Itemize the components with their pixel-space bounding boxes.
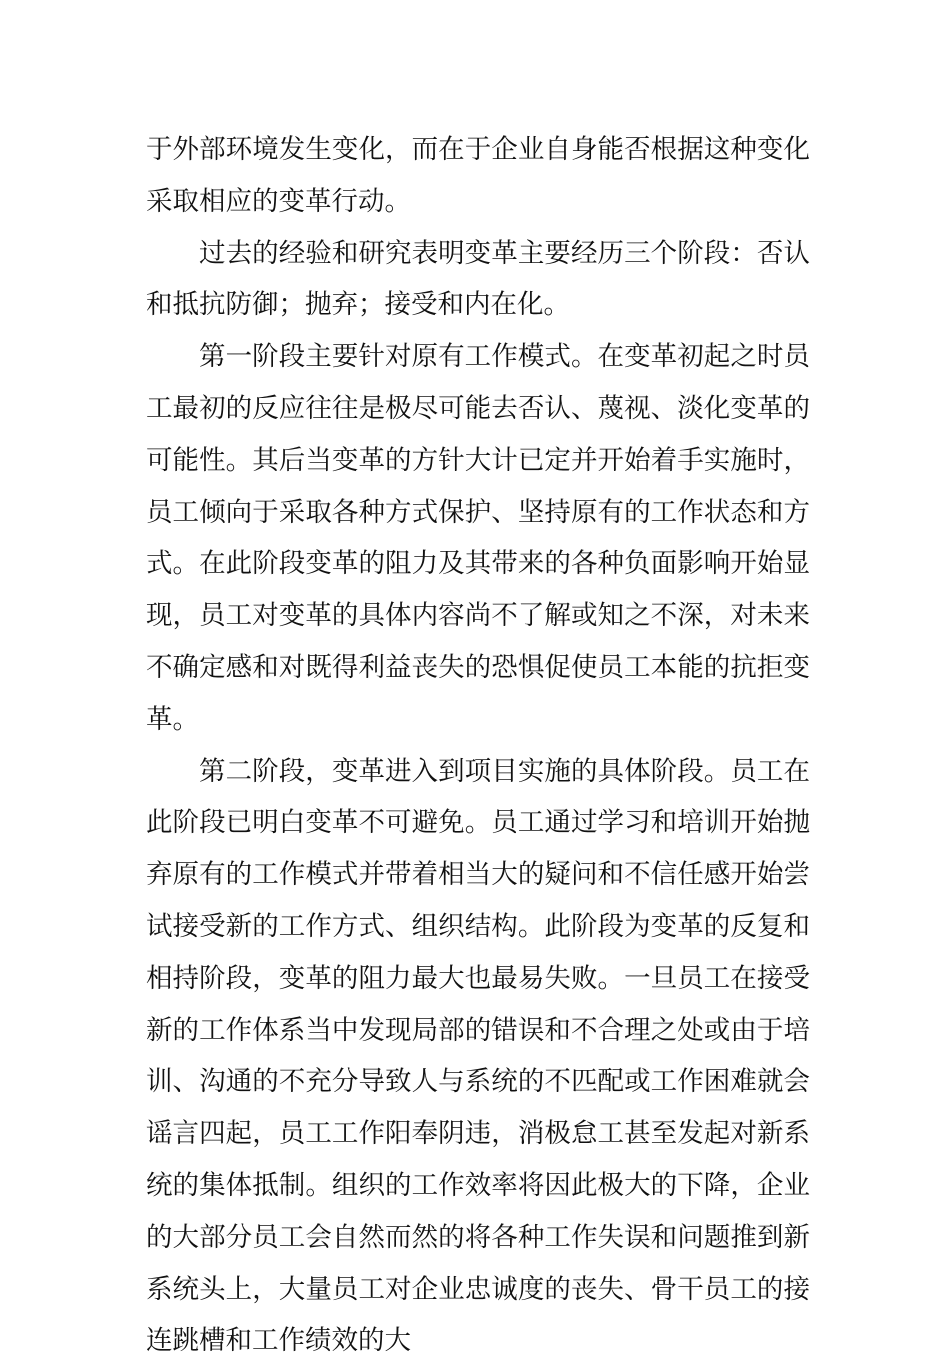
paragraph-stage-two: 第二阶段，变革进入到项目实施的具体阶段。员工在此阶段已明白变革不可避免。员工通过学习和培训开始抛弃原有的工作模式并带着相当大的疑问和不信任感开始尝试接受新的工作方式、组织结构。此阶段为变革的反复和相持阶段，变革的阻力最大也最易失败。一旦员工在接受新的工作体系当中发现局部的错误和不合理之处或由于培训、沟通的不充分导致人与系统的不匹配或工作困难就会谣言四起，员工工作阳奉阴违，消极怠工甚至发起对新系统的集体抵制。组织的工作效率将因此极大的下降，企业的大部分员工会自然而然的将各种工作失误和问题推到新系统头上，大量员工对企业忠诚度的丧失、骨干员工的接连跳槽和工作绩效的大 xyxy=(146,755,810,1357)
document-page xyxy=(146,124,810,1367)
paragraph-three-stages: 过去的经验和研究表明变革主要经历三个阶段：否认和抵抗防御；抛弃；接受和内在化。 xyxy=(146,237,810,321)
paragraph-continuation: 于外部环境发生变化，而在于企业自身能否根据这种变化采取相应的变革行动。 xyxy=(146,134,810,217)
paragraph-stage-one: 第一阶段主要针对原有工作模式。在变革初起之时员工最初的反应往往是极尽可能去否认、蔑视、淡化变革的可能性。其后当变革的方针大计已定并开始着手实施时，员工倾向于采取各种方式保护、坚持原有的工作状态和方式。在此阶段变革的阻力及其带来的各种负面影响开始显现，员工对变革的具体内容尚不了解或知之不深，对未来不确定感和对既得利益丧失的恐惧促使员工本能的抗拒变革。 xyxy=(146,341,810,735)
